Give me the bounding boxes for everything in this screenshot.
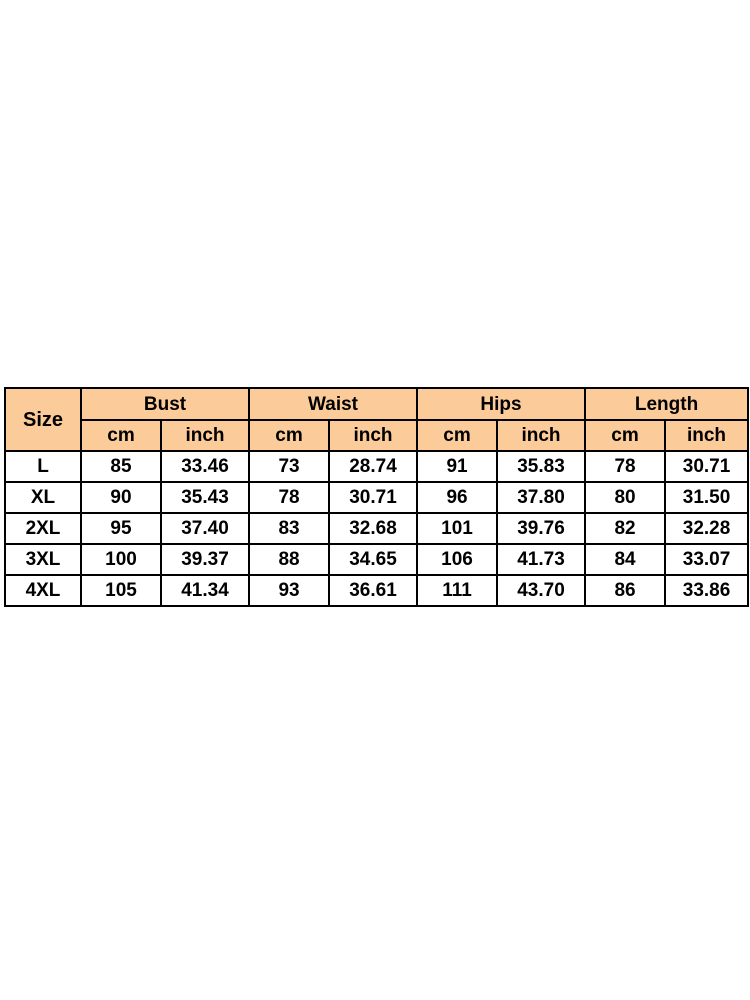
hips-inch-header: inch bbox=[497, 420, 585, 451]
table-cell: 80 bbox=[585, 482, 665, 513]
table-cell: 39.76 bbox=[497, 513, 585, 544]
table-cell: 100 bbox=[81, 544, 161, 575]
table-row bbox=[5, 544, 748, 575]
length-cm-header: cm bbox=[585, 420, 665, 451]
table-row bbox=[5, 575, 748, 606]
waist-header: Waist bbox=[249, 388, 417, 420]
table-cell: 93 bbox=[249, 575, 329, 606]
table-cell: 82 bbox=[585, 513, 665, 544]
size-chart-table bbox=[4, 387, 749, 607]
table-cell: 84 bbox=[585, 544, 665, 575]
table-cell: 37.80 bbox=[497, 482, 585, 513]
table-cell: 33.86 bbox=[665, 575, 748, 606]
table-cell: 31.50 bbox=[665, 482, 748, 513]
table-cell: 96 bbox=[417, 482, 497, 513]
table-cell: 32.68 bbox=[329, 513, 417, 544]
table-cell: 83 bbox=[249, 513, 329, 544]
hips-cm-header: cm bbox=[417, 420, 497, 451]
table-row bbox=[5, 513, 748, 544]
table-cell: 28.74 bbox=[329, 451, 417, 482]
table-row bbox=[5, 482, 748, 513]
table-cell: 101 bbox=[417, 513, 497, 544]
table-cell: 33.46 bbox=[161, 451, 249, 482]
size-cell: 4XL bbox=[5, 575, 81, 606]
unit-header-row bbox=[5, 420, 748, 451]
table-cell: 41.73 bbox=[497, 544, 585, 575]
size-cell: 3XL bbox=[5, 544, 81, 575]
table-cell: 90 bbox=[81, 482, 161, 513]
length-inch-header: inch bbox=[665, 420, 748, 451]
table-cell: 36.61 bbox=[329, 575, 417, 606]
table-cell: 111 bbox=[417, 575, 497, 606]
table-cell: 78 bbox=[585, 451, 665, 482]
waist-inch-header: inch bbox=[329, 420, 417, 451]
table-cell: 85 bbox=[81, 451, 161, 482]
waist-cm-header: cm bbox=[249, 420, 329, 451]
table-cell: 73 bbox=[249, 451, 329, 482]
size-cell: 2XL bbox=[5, 513, 81, 544]
table-cell: 39.37 bbox=[161, 544, 249, 575]
table-cell: 88 bbox=[249, 544, 329, 575]
bust-inch-header: inch bbox=[161, 420, 249, 451]
table-cell: 105 bbox=[81, 575, 161, 606]
group-header-row bbox=[5, 388, 748, 420]
table-cell: 91 bbox=[417, 451, 497, 482]
table-cell: 43.70 bbox=[497, 575, 585, 606]
bust-cm-header: cm bbox=[81, 420, 161, 451]
table-cell: 34.65 bbox=[329, 544, 417, 575]
table-cell: 106 bbox=[417, 544, 497, 575]
table-cell: 30.71 bbox=[665, 451, 748, 482]
table-cell: 33.07 bbox=[665, 544, 748, 575]
table-cell: 86 bbox=[585, 575, 665, 606]
table-cell: 32.28 bbox=[665, 513, 748, 544]
size-cell: XL bbox=[5, 482, 81, 513]
table-cell: 35.43 bbox=[161, 482, 249, 513]
table-cell: 41.34 bbox=[161, 575, 249, 606]
table-row bbox=[5, 451, 748, 482]
table-cell: 37.40 bbox=[161, 513, 249, 544]
size-cell: L bbox=[5, 451, 81, 482]
table-cell: 95 bbox=[81, 513, 161, 544]
bust-header: Bust bbox=[81, 388, 249, 420]
table-cell: 30.71 bbox=[329, 482, 417, 513]
size-column-header: Size bbox=[5, 388, 81, 451]
table-cell: 78 bbox=[249, 482, 329, 513]
length-header: Length bbox=[585, 388, 748, 420]
hips-header: Hips bbox=[417, 388, 585, 420]
table-cell: 35.83 bbox=[497, 451, 585, 482]
